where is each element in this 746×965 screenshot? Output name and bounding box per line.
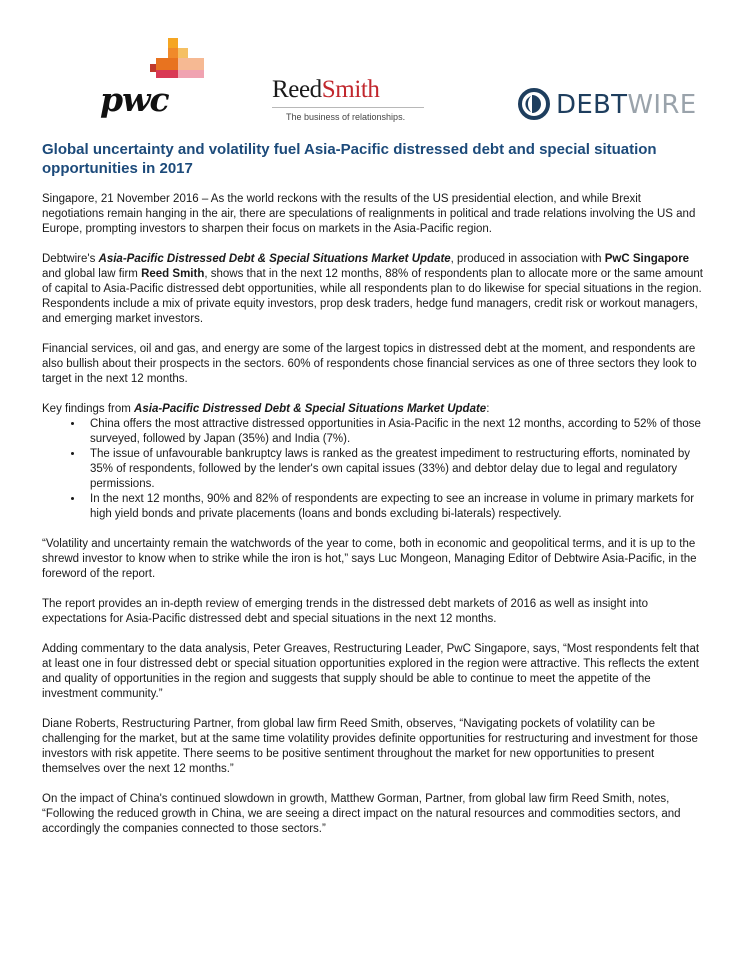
key-findings-report-title: Asia-Pacific Distressed Debt & Special Situations Market Update [134,403,487,415]
paragraph-quote-roberts: Diane Roberts, Restructuring Partner, from global law firm Reed Smith, observes, “Navigating pockets of volatility can be challenging for the market, but at the same time volatility provides definite opportunities for restructuring and investment for those investors with risk appetite. There seems to be positive sentiment throughout the market for new opportunities to present themselves over the next 12 months.” [42,718,698,775]
key-findings-lead [42,402,706,417]
report-title: Asia-Pacific Distressed Debt & Special Situations Market Update [98,253,451,265]
paragraph-quote-gorman: On the impact of China's continued slowdown in growth, Matthew Gorman, Partner, from global law firm Reed Smith, notes, “Following the reduced growth in China, we are seeing a direct impact on the natural resources and commodities sectors, and accordingly the companies connected to those sectors.” [42,793,681,835]
list-item: • China offers the most attractive distressed opportunities in Asia-Pacific in the next 12 months, according to 52% of those surveyed, followed by Japan (35%) and India (7%). [84,417,706,447]
key-findings-text: Key findings from [42,403,135,415]
key-findings-colon: : [486,403,490,415]
debtwire-logo [518,88,708,124]
list-item: • In the next 12 months, 90% and 82% of respondents are expecting to see an increase in volume in primary markets for high yield bonds and private placements (loans and bonds excluding bi-laterals) respectively. [84,492,706,522]
page-title: Global uncertainty and volatility fuel Asia-Pacific distressed debt and special situation opportunities in 2017 [42,141,657,177]
paragraph-sectors: Financial services, oil and gas, and energy are some of the largest topics in distressed debt at the moment, and respondents are also bullish about their prospects in the sectors. 60% of respondents chose financial services as one of three sectors they look to target in the next 12 months. [42,343,697,385]
text-reed-smith: Reed Smith [141,268,205,280]
pwc-wordmark: pwc [100,80,169,119]
key-findings-list [42,417,706,522]
list-item: • The issue of unfavourable bankruptcy laws is ranked as the greatest impediment to restructuring efforts, nominated by 35% of respondents, followed by the lender's own capital issues (33%) and debtor delay due to legal and regulatory permissions. [84,447,706,492]
reed-smith-smith: Smith [321,76,380,103]
text-debtwires: Debtwire's [42,253,99,265]
text-pwc-singapore: PwC Singapore [604,253,690,265]
press-release-body [42,140,706,852]
debtwire-mark-icon [518,88,550,120]
text-findings: , shows that in the next 12 months, 88% of respondents plan to allocate more or the same amount of capital to Asia-Pacific distressed debt opportunities, while all respondents plan to do likewise for special situations in the region. Respondents include a mix of private equity investors, prop desk traders, hedge fund managers, credit risk or workout managers, and emerging market investors. [42,268,703,325]
debtwire-debt: DEBT [556,90,628,120]
paragraph-report-summary [42,252,706,327]
reed-smith-reed: Reed [272,76,322,103]
debtwire-wire: WIRE [627,90,697,120]
reed-smith-logo [272,76,424,122]
text-law-firm: and global law firm [42,268,142,280]
paragraph-intro: Singapore, 21 November 2016 – As the world reckons with the results of the US presidential election, and while Brexit negotiations remain hanging in the air, there are speculations of realignments in political and trade relations involving the US and Europe, prompting investors to sharpen their focus on markets in the Asia-Pacific region. [42,193,696,235]
reed-smith-rule [272,107,424,108]
text-produced: , produced in association with [450,253,605,265]
reed-smith-wordmark [272,76,424,104]
debtwire-wordmark [556,90,696,120]
reed-smith-tagline: The business of relationships. [286,112,406,122]
pwc-blocks-icon [146,38,206,80]
paragraph-report-review: The report provides an in-depth review of emerging trends in the distressed debt markets of 2016 as well as insight into expectations for Asia-Pacific distressed debt and special situations in the next 12 months. [42,598,648,625]
pwc-logo [100,38,210,118]
paragraph-quote-mongeon: “Volatility and uncertainty remain the watchwords of the year to come, both in economic and geopolitical terms, and it is up to the shrewd investor to know when to strike while the iron is hot,” says Luc Mongeon, Managing Editor of Debtwire Asia-Pacific, in the foreword of the report. [42,538,697,580]
logo-bar [0,38,746,133]
paragraph-quote-greaves: Adding commentary to the data analysis, Peter Greaves, Restructuring Leader, PwC Singapore, says, “Most respondents felt that at least one in four distressed debt or special situation opportunities explored in the region were attractive. This reflects the extent and quality of opportunities in the region and suggests that supply should be able to continue to meet the appetite of the investment community.” [42,643,700,700]
